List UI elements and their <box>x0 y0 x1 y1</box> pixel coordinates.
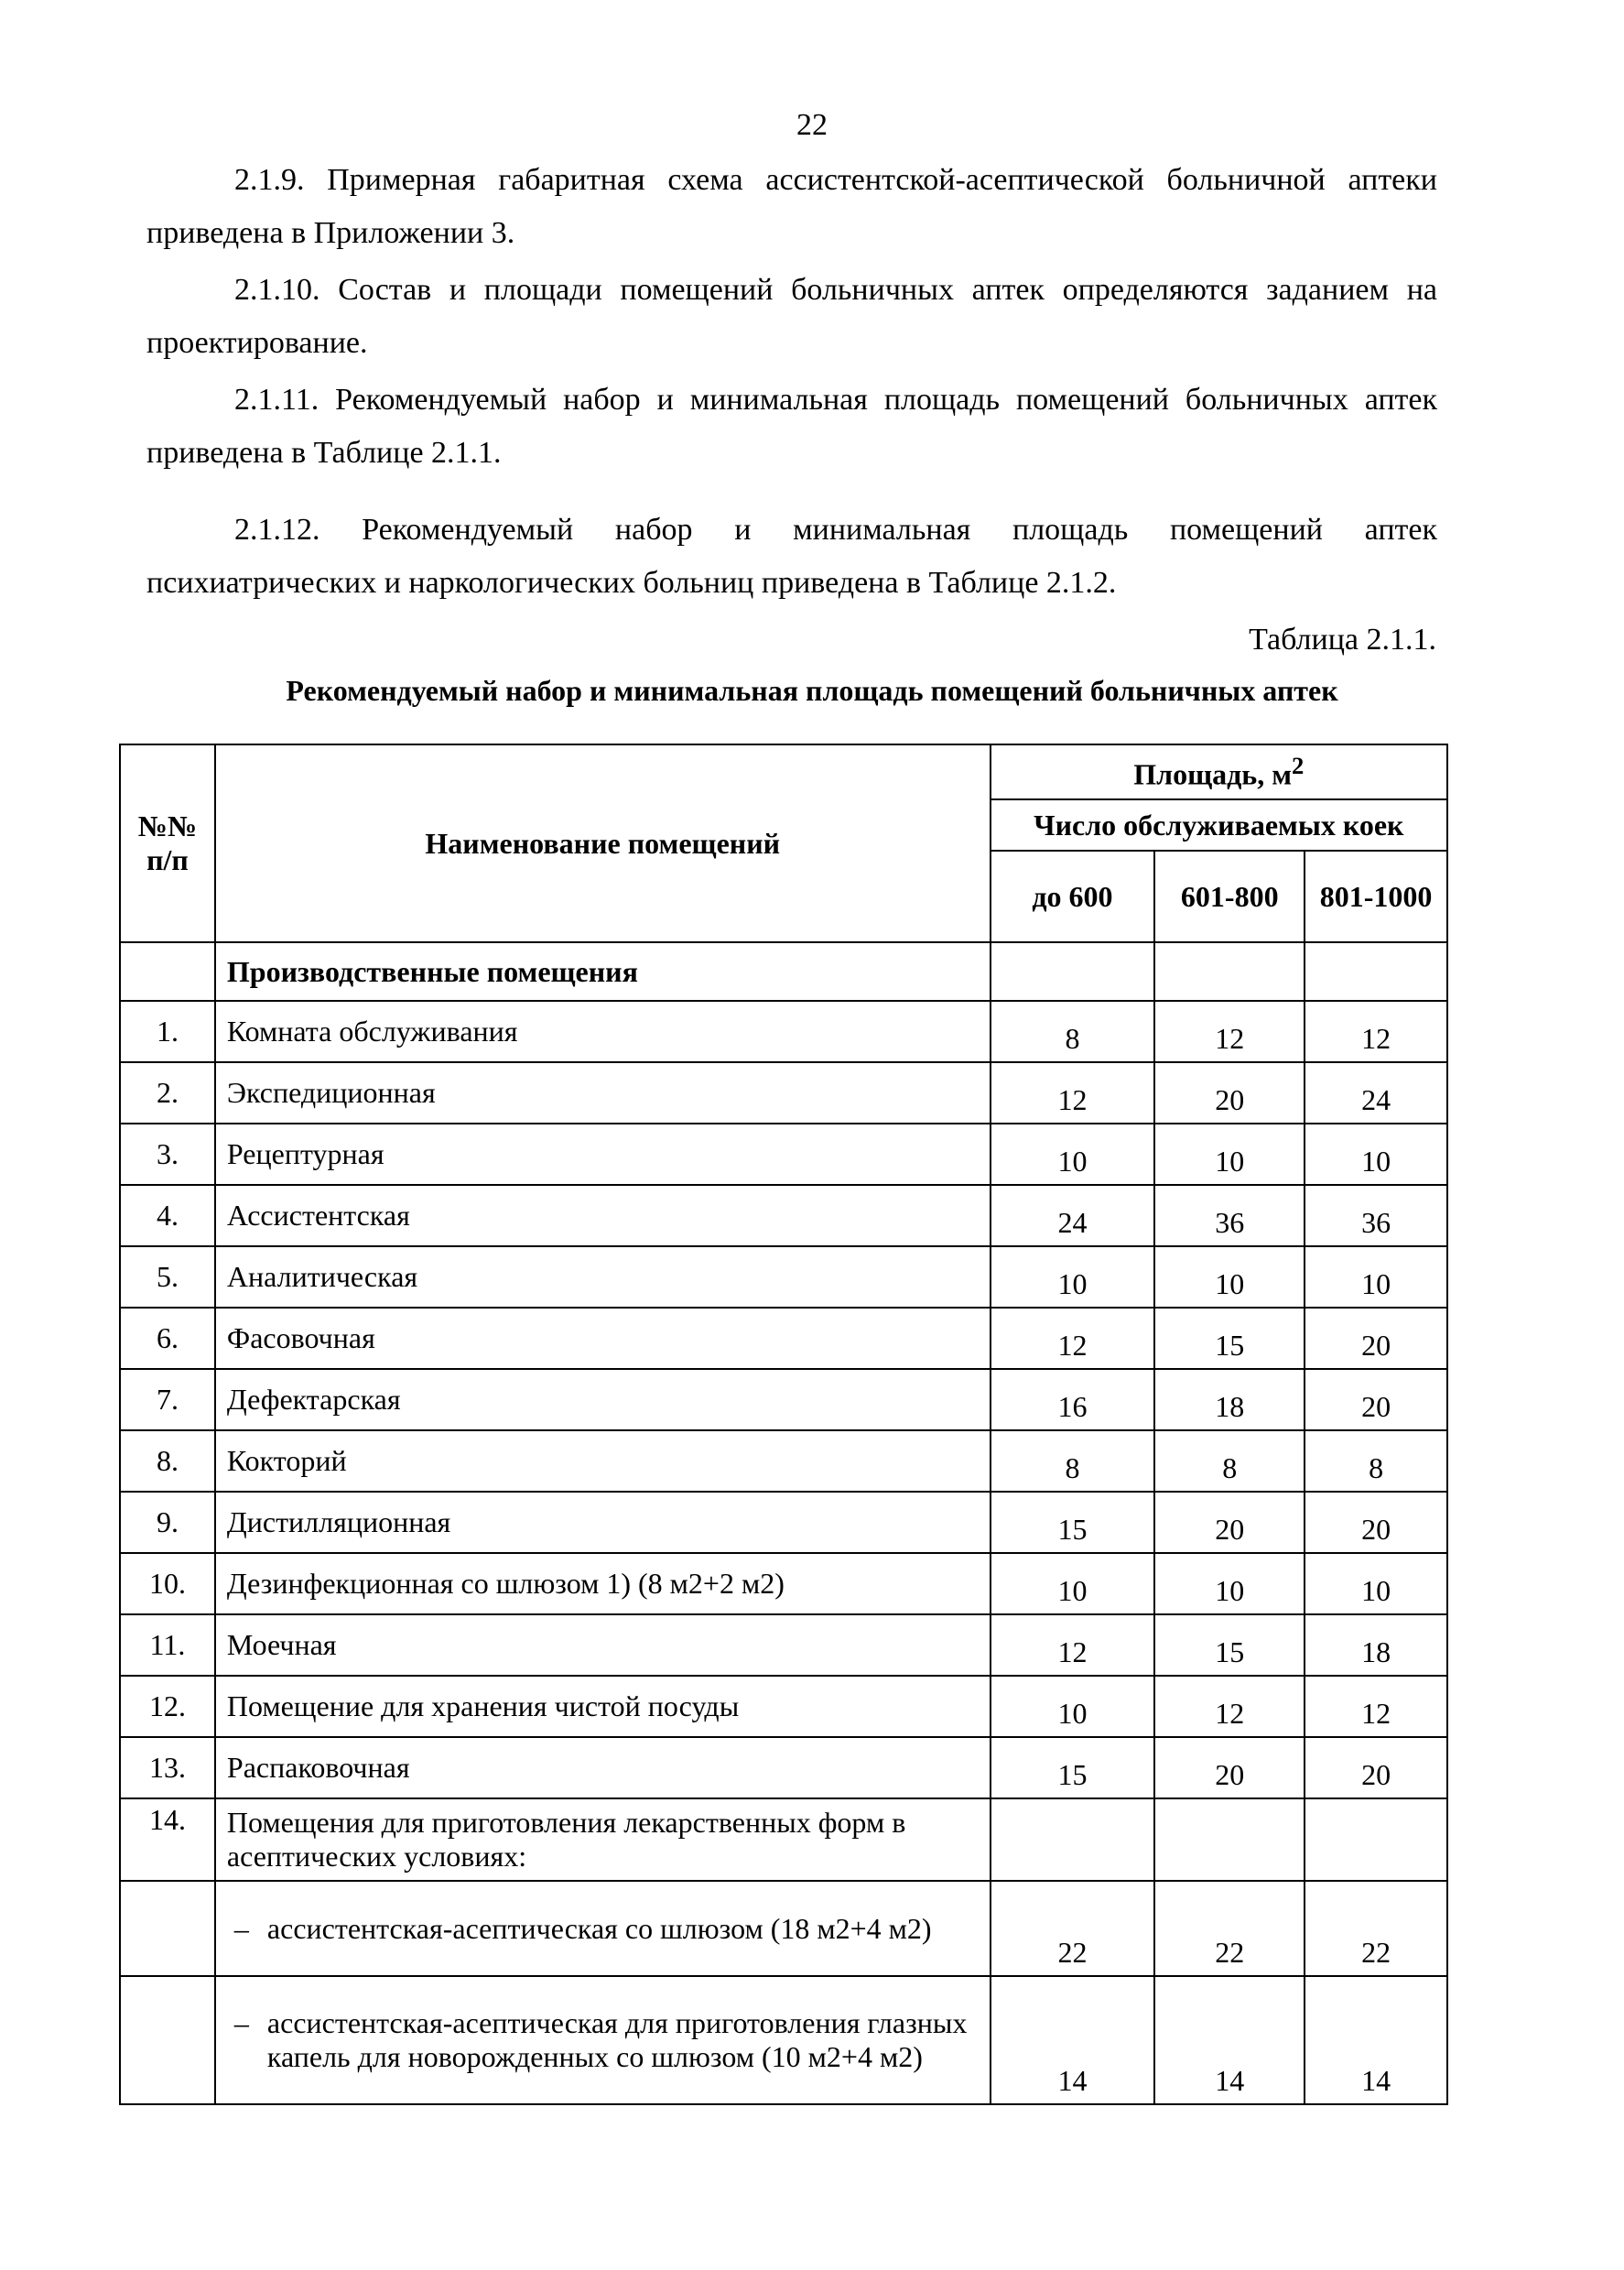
table-title: Рекомендуемый набор и минимальная площадь помещений больничных аптек <box>286 674 1338 707</box>
paragraph-line: 2.1.12. Рекомендуемый набор и минимальная площадь помещений аптек <box>234 513 1437 547</box>
row-v2: 10 <box>1154 1124 1305 1185</box>
row-v3: 10 <box>1305 1246 1447 1308</box>
row-name: Моечная <box>215 1614 991 1676</box>
header-col-1: до 600 <box>991 851 1155 942</box>
section-v3 <box>1305 942 1447 1001</box>
subrow-v3: 22 <box>1305 1881 1447 1976</box>
table-subrows <box>120 1881 1447 2104</box>
row-v3: 10 <box>1305 1553 1447 1614</box>
header-area-text: Площадь, м <box>1133 757 1292 791</box>
row-num: 12. <box>120 1676 215 1737</box>
row-v2: 20 <box>1154 1492 1305 1553</box>
subrow-name <box>215 1976 991 2104</box>
table-body <box>120 1001 1447 1881</box>
row-v1: 15 <box>991 1492 1155 1553</box>
row-name: Дезинфекционная со шлюзом 1) (8 м2+2 м2) <box>215 1553 991 1614</box>
table-subrow <box>120 1881 1447 1976</box>
row-num: 11. <box>120 1614 215 1676</box>
rooms-table <box>119 744 1448 2105</box>
row-name: Дистилляционная <box>215 1492 991 1553</box>
row-v2: 18 <box>1154 1369 1305 1430</box>
row-num: 9. <box>120 1492 215 1553</box>
row-v3: 24 <box>1305 1062 1447 1124</box>
row-v1: 12 <box>991 1308 1155 1369</box>
table-row <box>120 1124 1447 1185</box>
table-row <box>120 1001 1447 1062</box>
paragraph-2-1-11 <box>146 374 1437 480</box>
paragraph-2-1-12 <box>146 504 1437 610</box>
row-num: 3. <box>120 1124 215 1185</box>
table-row <box>120 1430 1447 1492</box>
row-v2: 15 <box>1154 1614 1305 1676</box>
row-v2 <box>1154 1798 1305 1881</box>
row-v1: 10 <box>991 1553 1155 1614</box>
row-name: Дефектарская <box>215 1369 991 1430</box>
page-number: 22 <box>796 108 828 142</box>
subrow-num <box>120 1976 215 2104</box>
row-v1: 12 <box>991 1062 1155 1124</box>
row-v1: 10 <box>991 1246 1155 1308</box>
row-v1: 8 <box>991 1430 1155 1492</box>
section-num <box>120 942 215 1001</box>
row-name: Комната обслуживания <box>215 1001 991 1062</box>
row-v2: 20 <box>1154 1062 1305 1124</box>
header-col-3: 801-1000 <box>1305 851 1447 942</box>
row-v1: 8 <box>991 1001 1155 1062</box>
row-name: Аналитическая <box>215 1246 991 1308</box>
row-v3: 8 <box>1305 1430 1447 1492</box>
table-row <box>120 1798 1447 1881</box>
table-row <box>120 1369 1447 1430</box>
row-name: Фасовочная <box>215 1308 991 1369</box>
row-v3: 20 <box>1305 1737 1447 1798</box>
section-v1 <box>991 942 1155 1001</box>
row-name: Кокторий <box>215 1430 991 1492</box>
paragraph-2-1-10 <box>146 264 1437 370</box>
row-name: Ассистентская <box>215 1185 991 1246</box>
row-v1: 10 <box>991 1124 1155 1185</box>
dash-marker: – <box>233 1911 249 1945</box>
header-name: Наименование помещений <box>215 744 991 942</box>
paragraph-line: 2.1.10. Состав и площади помещений больничных аптек определяются заданием на <box>234 273 1437 307</box>
dash-marker: – <box>233 2006 249 2039</box>
table-row <box>120 1185 1447 1246</box>
subrow-num <box>120 1881 215 1976</box>
table-row <box>120 1553 1447 1614</box>
table-label: Таблица 2.1.1. <box>1249 623 1436 657</box>
row-num: 13. <box>120 1737 215 1798</box>
subrow-v2: 14 <box>1154 1976 1305 2104</box>
row-v1: 10 <box>991 1676 1155 1737</box>
paragraph-line: психиатрических и наркологических больниц приведена в Таблице 2.1.2. <box>146 566 1117 600</box>
row-num: 1. <box>120 1001 215 1062</box>
row-num: 5. <box>120 1246 215 1308</box>
section-row <box>120 942 1447 1001</box>
row-v3: 36 <box>1305 1185 1447 1246</box>
table-row <box>120 1614 1447 1676</box>
table-row <box>120 1246 1447 1308</box>
row-num: 14. <box>120 1798 215 1881</box>
row-name: Распаковочная <box>215 1737 991 1798</box>
table-row <box>120 1308 1447 1369</box>
paragraph-line: 2.1.9. Примерная габаритная схема ассистентской-асептической больничной аптеки <box>234 163 1437 197</box>
row-v2: 12 <box>1154 1676 1305 1737</box>
row-v1: 24 <box>991 1185 1155 1246</box>
header-num: №№ п/п <box>120 744 215 942</box>
row-num: 7. <box>120 1369 215 1430</box>
section-v2 <box>1154 942 1305 1001</box>
row-num: 2. <box>120 1062 215 1124</box>
row-v2: 8 <box>1154 1430 1305 1492</box>
row-v2: 10 <box>1154 1246 1305 1308</box>
row-v2: 15 <box>1154 1308 1305 1369</box>
subrow-v2: 22 <box>1154 1881 1305 1976</box>
header-col-2: 601-800 <box>1154 851 1305 942</box>
subrow-v1: 14 <box>991 1976 1155 2104</box>
header-area-sup: 2 <box>1292 752 1305 780</box>
subrow-name <box>215 1881 991 1976</box>
row-num: 6. <box>120 1308 215 1369</box>
row-v3: 12 <box>1305 1001 1447 1062</box>
row-v2: 10 <box>1154 1553 1305 1614</box>
table-row <box>120 1737 1447 1798</box>
section-title: Производственные помещения <box>215 942 991 1001</box>
paragraph-line: 2.1.11. Рекомендуемый набор и минимальная площадь помещений больничных аптек <box>234 383 1437 417</box>
row-v3: 18 <box>1305 1614 1447 1676</box>
row-name: Рецептурная <box>215 1124 991 1185</box>
header-area <box>991 744 1447 799</box>
paragraph-2-1-9 <box>146 154 1437 260</box>
row-v2: 12 <box>1154 1001 1305 1062</box>
subrow-v1: 22 <box>991 1881 1155 1976</box>
row-num: 8. <box>120 1430 215 1492</box>
header-beds: Число обслуживаемых коек <box>991 799 1447 851</box>
row-v3: 20 <box>1305 1492 1447 1553</box>
row-v2: 36 <box>1154 1185 1305 1246</box>
paragraph-line: проектирование. <box>146 326 368 360</box>
row-v3: 10 <box>1305 1124 1447 1185</box>
paragraph-line: приведена в Таблице 2.1.1. <box>146 436 502 470</box>
table-row <box>120 1062 1447 1124</box>
row-v3 <box>1305 1798 1447 1881</box>
subrow-text: ассистентская-асептическая со шлюзом (18 м2+4 м2) <box>266 1911 932 1945</box>
row-name: Помещение для хранения чистой посуды <box>215 1676 991 1737</box>
row-name: Экспедиционная <box>215 1062 991 1124</box>
table-row <box>120 1492 1447 1553</box>
row-v1 <box>991 1798 1155 1881</box>
row-num: 10. <box>120 1553 215 1614</box>
row-v3: 20 <box>1305 1369 1447 1430</box>
subrow-v3: 14 <box>1305 1976 1447 2104</box>
row-name: Помещения для приготовления лекарственных форм в асептических условиях: <box>215 1798 991 1881</box>
table-row <box>120 1676 1447 1737</box>
row-v1: 12 <box>991 1614 1155 1676</box>
row-v2: 20 <box>1154 1737 1305 1798</box>
row-v3: 20 <box>1305 1308 1447 1369</box>
row-v1: 15 <box>991 1737 1155 1798</box>
paragraph-line: приведена в Приложении 3. <box>146 216 515 250</box>
row-v3: 12 <box>1305 1676 1447 1737</box>
row-v1: 16 <box>991 1369 1155 1430</box>
table-subrow <box>120 1976 1447 2104</box>
row-num: 4. <box>120 1185 215 1246</box>
subrow-text: ассистентская-асептическая для приготовления глазных капель для новорожденных со шлюзом (10 м2+4 м2) <box>266 2006 968 2073</box>
